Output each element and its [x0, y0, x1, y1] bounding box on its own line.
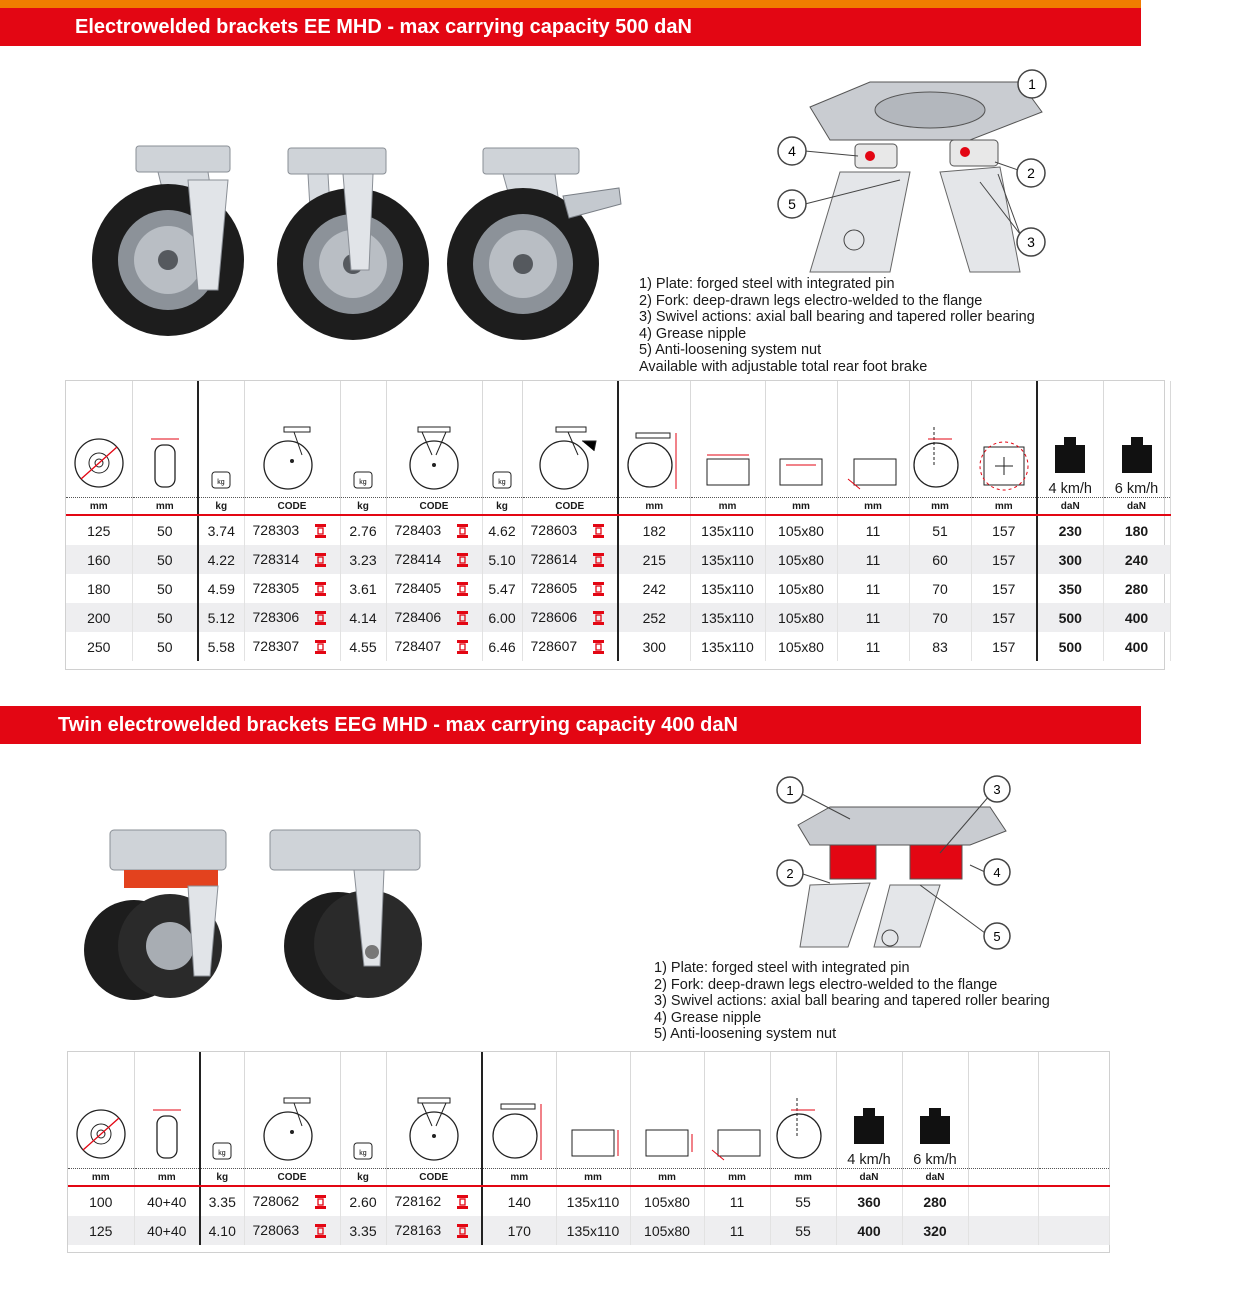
unit-cell: mm — [618, 498, 690, 516]
feature-item: 3) Swivel actions: axial ball bearing and tapered roller bearing — [654, 993, 1050, 1009]
bolt-hole-spacing-icon — [630, 1052, 704, 1169]
bolt-hole-diameter-icon — [837, 381, 909, 498]
swivel-caster-icon — [244, 1052, 340, 1169]
table-cell: 180 — [66, 574, 132, 603]
product-code: 728062 — [252, 1193, 300, 1210]
units-row — [66, 498, 1170, 516]
fixed-weight-kg-icon — [340, 1052, 386, 1169]
table-cell: 51 — [909, 515, 971, 545]
unit-cell: CODE — [244, 1169, 340, 1187]
unit-cell: mm — [482, 1169, 556, 1187]
svg-text:1: 1 — [786, 783, 794, 798]
section1-title: Electrowelded brackets EE MHD - max carrying capacity 500 daN — [75, 16, 692, 38]
section1-title-banner — [0, 8, 1141, 46]
wheel-width-icon — [132, 381, 198, 498]
table-cell: 11 — [704, 1216, 770, 1245]
twin-fixed-caster-photo — [270, 830, 422, 1000]
table-cell: 40+40 — [134, 1216, 200, 1245]
product-code: 728303 — [252, 522, 300, 539]
product-code-cell — [244, 603, 340, 632]
product-code: 728406 — [394, 609, 442, 626]
unit-cell: CODE — [386, 498, 482, 516]
svg-text:2: 2 — [786, 866, 794, 881]
product-code: 728414 — [394, 551, 442, 568]
section2-exploded-diagram — [770, 775, 1020, 955]
bolt-hole-spacing-icon — [765, 381, 837, 498]
table-cell: 5.58 — [198, 632, 244, 661]
callout-1 — [1018, 70, 1046, 98]
table-cell: 135x110 — [690, 603, 765, 632]
load-4kmh-header: 4 km/h — [1037, 381, 1103, 498]
product-code-cell — [386, 632, 482, 661]
table-cell: 157 — [971, 574, 1037, 603]
bolt-hole-diameter-icon — [704, 1052, 770, 1169]
availability-marker-icon — [457, 1195, 468, 1210]
table-cell: 4.10 — [200, 1216, 244, 1245]
table-cell: 105x80 — [630, 1186, 704, 1216]
table-cell: 500 — [1037, 632, 1103, 661]
load-6kmh-header: 6 km/h — [902, 1052, 968, 1169]
table-cell: 135x110 — [690, 545, 765, 574]
table-cell: 4.22 — [198, 545, 244, 574]
table-cell: 360 — [836, 1186, 902, 1216]
section2-title: Twin electrowelded brackets EEG MHD - max carrying capacity 400 daN — [58, 714, 738, 736]
table-cell: 4.55 — [340, 632, 386, 661]
svg-text:5: 5 — [993, 929, 1001, 944]
table-cell: 242 — [618, 574, 690, 603]
availability-marker-icon — [315, 1195, 326, 1210]
table-cell: 3.35 — [340, 1216, 386, 1245]
swivel-caster-photo — [92, 146, 244, 336]
table-cell: 135x110 — [690, 574, 765, 603]
unit-cell: mm — [770, 1169, 836, 1187]
table-cell: 135x110 — [690, 515, 765, 545]
table-cell: 135x110 — [556, 1186, 630, 1216]
table-cell: 215 — [618, 545, 690, 574]
availability-marker-icon — [593, 553, 604, 568]
feature-item: 4) Grease nipple — [654, 1009, 762, 1026]
table-row — [66, 632, 1170, 661]
product-code: 728606 — [530, 609, 578, 626]
unit-cell: kg — [200, 1169, 244, 1187]
unit-cell: mm — [134, 1169, 200, 1187]
table-cell: 11 — [704, 1186, 770, 1216]
section2-product-photos — [78, 826, 438, 1006]
table-cell — [968, 1216, 1038, 1245]
product-code-cell — [244, 515, 340, 545]
section1-spec-table — [66, 381, 1171, 661]
load-6kmh-header: 6 km/h — [1103, 381, 1170, 498]
svg-text:kg: kg — [498, 479, 506, 486]
table-cell: 170 — [482, 1216, 556, 1245]
unit-cell: mm — [66, 498, 132, 516]
section1-exploded-diagram — [770, 62, 1070, 277]
table-cell: 6.46 — [482, 632, 522, 661]
svg-text:3: 3 — [1027, 234, 1035, 250]
unit-cell: mm — [68, 1169, 134, 1187]
table-cell: 50 — [132, 515, 198, 545]
table-cell: 157 — [971, 515, 1037, 545]
weight-icon — [852, 1106, 886, 1146]
table-cell: 157 — [971, 603, 1037, 632]
availability-marker-icon — [593, 611, 604, 626]
swivel-offset-icon — [909, 381, 971, 498]
table-cell: 83 — [909, 632, 971, 661]
feature-item: 3) Swivel actions: axial ball bearing and tapered roller bearing — [639, 309, 1035, 325]
fixed-caster-icon — [386, 1052, 482, 1169]
svg-text:3: 3 — [993, 782, 1001, 797]
availability-marker-icon — [315, 524, 326, 539]
table-cell: 105x80 — [630, 1216, 704, 1245]
table-cell: 500 — [1037, 603, 1103, 632]
unit-cell: daN — [836, 1169, 902, 1187]
table-cell: 6.00 — [482, 603, 522, 632]
table-cell: 105x80 — [765, 603, 837, 632]
table-cell: 105x80 — [765, 632, 837, 661]
table-cell: 11 — [837, 632, 909, 661]
availability-marker-icon — [315, 1224, 326, 1239]
table-cell: 182 — [618, 515, 690, 545]
overall-height-icon — [482, 1052, 556, 1169]
table-cell: 230 — [1037, 515, 1103, 545]
product-code-cell — [522, 632, 618, 661]
table-cell: 320 — [902, 1216, 968, 1245]
table-cell: 5.12 — [198, 603, 244, 632]
table-cell — [1038, 1216, 1109, 1245]
unit-cell: CODE — [244, 498, 340, 516]
product-code-cell — [386, 574, 482, 603]
unit-cell: CODE — [386, 1169, 482, 1187]
product-code-cell — [522, 545, 618, 574]
product-code-cell — [386, 603, 482, 632]
product-code: 728314 — [252, 551, 300, 568]
table-cell: 4.14 — [340, 603, 386, 632]
units-row — [68, 1169, 1109, 1187]
product-code-cell — [386, 545, 482, 574]
svg-text:1: 1 — [1028, 76, 1036, 92]
empty-header-cell — [1038, 1052, 1109, 1169]
icon-header-row — [66, 381, 1170, 498]
empty-header-cell — [968, 1052, 1038, 1169]
product-code-cell — [244, 574, 340, 603]
callout-4 — [778, 137, 858, 165]
plate-size-icon — [556, 1052, 630, 1169]
table-cell: 250 — [66, 632, 132, 661]
overall-height-icon — [618, 381, 690, 498]
availability-marker-icon — [593, 524, 604, 539]
twin-swivel-caster-photo — [84, 830, 226, 1000]
brake-weight-kg-icon — [482, 381, 522, 498]
plate-size-icon — [690, 381, 765, 498]
table-cell: 135x110 — [690, 632, 765, 661]
unit-cell — [968, 1169, 1038, 1187]
availability-marker-icon — [457, 582, 468, 597]
table-cell: 11 — [837, 545, 909, 574]
table-row — [68, 1186, 1109, 1216]
availability-marker-icon — [593, 582, 604, 597]
table-cell: 2.60 — [340, 1186, 386, 1216]
table-cell: 200 — [66, 603, 132, 632]
product-code-cell — [522, 603, 618, 632]
section1-product-photos — [88, 140, 628, 370]
product-code: 728063 — [252, 1222, 300, 1239]
wheel-width-icon — [134, 1052, 200, 1169]
table-cell: 3.61 — [340, 574, 386, 603]
product-code-cell — [386, 515, 482, 545]
unit-cell: kg — [340, 1169, 386, 1187]
svg-text:kg: kg — [359, 479, 367, 486]
load-4kmh-header: 4 km/h — [836, 1052, 902, 1169]
unit-cell: mm — [556, 1169, 630, 1187]
table-cell — [968, 1186, 1038, 1216]
svg-text:kg: kg — [218, 1150, 226, 1157]
availability-marker-icon — [315, 611, 326, 626]
availability-marker-icon — [593, 640, 604, 655]
table-cell: 3.23 — [340, 545, 386, 574]
fixed-caster-icon — [386, 381, 482, 498]
availability-marker-icon — [315, 582, 326, 597]
fixed-caster-photo — [277, 148, 429, 340]
product-code: 728605 — [530, 580, 578, 597]
table-cell: 50 — [132, 632, 198, 661]
table-cell: 70 — [909, 574, 971, 603]
availability-marker-icon — [457, 524, 468, 539]
table-cell: 11 — [837, 515, 909, 545]
swivel-weight-kg-icon — [198, 381, 244, 498]
wheel-diameter-icon — [66, 381, 132, 498]
product-code-cell — [244, 632, 340, 661]
table-cell: 2.76 — [340, 515, 386, 545]
feature-item: 4) Grease nipple — [639, 325, 747, 342]
availability-marker-icon — [315, 553, 326, 568]
feature-item: 2) Fork: deep-drawn legs electro-welded to the flange — [639, 292, 983, 309]
table-row — [66, 603, 1170, 632]
feature-item: Available with adjustable total rear foot brake — [639, 358, 928, 375]
unit-cell: CODE — [522, 498, 618, 516]
section1-feature-list — [639, 276, 1035, 375]
table-cell: 50 — [132, 603, 198, 632]
availability-marker-icon — [457, 553, 468, 568]
table-cell: 252 — [618, 603, 690, 632]
product-code: 728305 — [252, 580, 300, 597]
plate-center-icon — [971, 381, 1037, 498]
feature-item: 5) Anti-loosening system nut — [639, 342, 822, 358]
table-row — [66, 545, 1170, 574]
table-cell: 350 — [1037, 574, 1103, 603]
product-code-cell — [386, 1186, 482, 1216]
table-cell: 5.10 — [482, 545, 522, 574]
table-cell: 11 — [837, 574, 909, 603]
unit-cell — [1038, 1169, 1109, 1187]
section2-feature-list — [654, 960, 1050, 1043]
product-code: 728603 — [530, 522, 578, 539]
section2-spec-table — [68, 1052, 1110, 1245]
unit-cell: daN — [1103, 498, 1170, 516]
product-code-cell — [244, 545, 340, 574]
product-code: 728307 — [252, 638, 300, 655]
table-cell: 105x80 — [765, 545, 837, 574]
table-row — [68, 1216, 1109, 1245]
swivel-weight-kg-icon — [200, 1052, 244, 1169]
fixed-weight-kg-icon — [340, 381, 386, 498]
table-cell: 55 — [770, 1216, 836, 1245]
table-cell: 125 — [68, 1216, 134, 1245]
table-cell: 160 — [66, 545, 132, 574]
unit-cell: mm — [630, 1169, 704, 1187]
wheel-diameter-icon — [68, 1052, 134, 1169]
table-cell: 105x80 — [765, 574, 837, 603]
table-cell — [1038, 1186, 1109, 1216]
table-cell: 400 — [1103, 632, 1170, 661]
table-cell: 140 — [482, 1186, 556, 1216]
weight-icon — [1120, 435, 1154, 475]
svg-text:4: 4 — [993, 865, 1001, 880]
feature-item: 1) Plate: forged steel with integrated pin — [639, 276, 895, 292]
swivel-brake-caster-icon — [522, 381, 618, 498]
svg-text:kg: kg — [217, 479, 225, 486]
table-cell: 11 — [837, 603, 909, 632]
feature-item: 2) Fork: deep-drawn legs electro-welded to the flange — [654, 976, 998, 993]
table-cell: 400 — [836, 1216, 902, 1245]
table-cell: 400 — [1103, 603, 1170, 632]
svg-text:5: 5 — [788, 196, 796, 212]
product-code: 728306 — [252, 609, 300, 626]
product-code: 728163 — [394, 1222, 442, 1239]
callout-2 — [777, 860, 830, 886]
table-cell: 50 — [132, 545, 198, 574]
unit-cell: mm — [690, 498, 765, 516]
table-cell: 300 — [618, 632, 690, 661]
table-cell: 4.62 — [482, 515, 522, 545]
table-cell: 180 — [1103, 515, 1170, 545]
table-cell: 40+40 — [134, 1186, 200, 1216]
unit-cell: mm — [909, 498, 971, 516]
feature-item: 1) Plate: forged steel with integrated pin — [654, 960, 910, 976]
weight-icon — [918, 1106, 952, 1146]
availability-marker-icon — [315, 640, 326, 655]
availability-marker-icon — [457, 1224, 468, 1239]
unit-cell: kg — [340, 498, 386, 516]
availability-marker-icon — [457, 611, 468, 626]
product-code: 728607 — [530, 638, 578, 655]
table-row — [66, 515, 1170, 545]
table-cell: 4.59 — [198, 574, 244, 603]
callout-5 — [920, 885, 1010, 949]
product-code-cell — [244, 1186, 340, 1216]
table-cell: 157 — [971, 632, 1037, 661]
svg-text:4: 4 — [788, 143, 796, 159]
unit-cell: mm — [837, 498, 909, 516]
table-cell: 280 — [1103, 574, 1170, 603]
product-code-cell — [386, 1216, 482, 1245]
table-cell: 280 — [902, 1186, 968, 1216]
unit-cell: mm — [765, 498, 837, 516]
swivel-caster-icon — [244, 381, 340, 498]
swivel-offset-icon — [770, 1052, 836, 1169]
table-cell: 3.35 — [200, 1186, 244, 1216]
svg-text:kg: kg — [359, 1150, 367, 1157]
product-code-cell — [244, 1216, 340, 1245]
product-code: 728162 — [394, 1193, 442, 1210]
swivel-brake-caster-photo — [447, 148, 621, 340]
table-cell: 125 — [66, 515, 132, 545]
availability-marker-icon — [457, 640, 468, 655]
table-cell: 157 — [971, 545, 1037, 574]
table-cell: 300 — [1037, 545, 1103, 574]
svg-text:2: 2 — [1027, 165, 1035, 181]
product-code: 728403 — [394, 522, 442, 539]
unit-cell: daN — [902, 1169, 968, 1187]
table-cell: 5.47 — [482, 574, 522, 603]
weight-icon — [1053, 435, 1087, 475]
product-code: 728405 — [394, 580, 442, 597]
unit-cell: kg — [198, 498, 244, 516]
product-code-cell — [522, 515, 618, 545]
table-cell: 3.74 — [198, 515, 244, 545]
callout-4 — [970, 859, 1010, 885]
table-cell: 100 — [68, 1186, 134, 1216]
product-code: 728614 — [530, 551, 578, 568]
table-cell: 240 — [1103, 545, 1170, 574]
table-row — [66, 574, 1170, 603]
table-cell: 50 — [132, 574, 198, 603]
unit-cell: mm — [132, 498, 198, 516]
unit-cell: kg — [482, 498, 522, 516]
product-code: 728407 — [394, 638, 442, 655]
table-cell: 55 — [770, 1186, 836, 1216]
section2-title-banner — [0, 706, 1141, 744]
table-cell: 105x80 — [765, 515, 837, 545]
product-code-cell — [522, 574, 618, 603]
table-cell: 60 — [909, 545, 971, 574]
unit-cell: mm — [971, 498, 1037, 516]
unit-cell: mm — [704, 1169, 770, 1187]
icon-header-row — [68, 1052, 1109, 1169]
feature-item: 5) Anti-loosening system nut — [654, 1026, 837, 1042]
table-cell: 70 — [909, 603, 971, 632]
table-cell: 135x110 — [556, 1216, 630, 1245]
unit-cell: daN — [1037, 498, 1103, 516]
